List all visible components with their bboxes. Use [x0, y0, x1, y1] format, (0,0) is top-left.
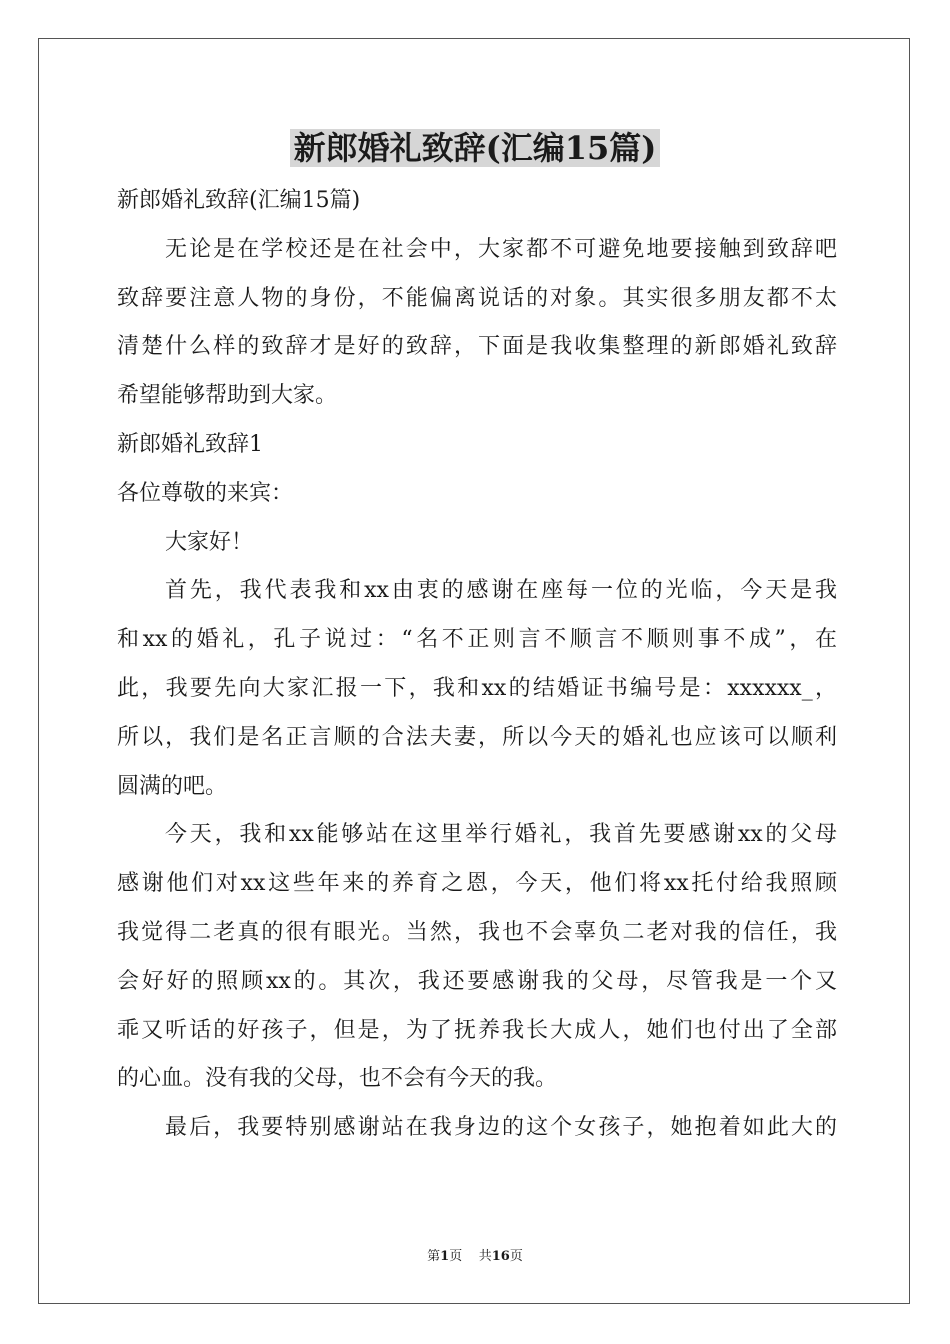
- paragraph-line: 无论是在学校还是在社会中，大家都不可避免地要接触到致辞吧: [165, 236, 837, 262]
- paragraph-line: 希望能够帮助到大家。: [117, 383, 338, 409]
- page-prefix: 第: [427, 1249, 441, 1264]
- paragraph-line: 所以，我们是名正言顺的合法夫妻，所以今天的婚礼也应该可以顺利: [117, 724, 837, 750]
- paragraph-line: 会好好的照顾xx的。其次，我还要感谢我的父母，尽管我是一个又: [117, 968, 837, 994]
- paragraph-line: 今天，我和xx能够站在这里举行婚礼，我首先要感谢xx的父母: [165, 822, 837, 848]
- section-heading: 新郎婚礼致辞1: [117, 431, 263, 457]
- paragraph-line: 首先，我代表我和xx由衷的感谢在座每一位的光临，今天是我: [165, 578, 837, 604]
- paragraph-line: 清楚什么样的致辞才是好的致辞，下面是我收集整理的新郎婚礼致辞: [117, 334, 837, 360]
- paragraph-line: 我觉得二老真的很有眼光。当然，我也不会辜负二老对我的信任，我: [117, 919, 837, 945]
- total-prefix: 共: [478, 1249, 492, 1264]
- paragraph-line: 圆满的吧。: [117, 773, 228, 799]
- page-number: 1: [440, 1249, 450, 1264]
- paragraph-line: 乖又听话的好孩子，但是，为了抚养我长大成人，她们也付出了全部: [117, 1017, 837, 1043]
- salutation-line: 各位尊敬的来宾：: [117, 480, 294, 506]
- document-title-text: 新郎婚礼致辞(汇编15篇): [290, 129, 661, 167]
- total-pages: 16: [491, 1249, 510, 1264]
- paragraph-line: 感谢他们对xx这些年来的养育之恩，今天，他们将xx托付给我照顾: [117, 871, 837, 897]
- paragraph-line: 此，我要先向大家汇报一下，我和xx的结婚证书编号是：xxxxxx_，: [117, 675, 837, 701]
- paragraph-line: 致辞要注意人物的身份，不能偏离说话的对象。其实很多朋友都不太: [117, 285, 837, 311]
- document-body: [117, 177, 837, 1153]
- paragraph-line: 和xx的婚礼，孔子说过：“名不正则言不顺言不顺则事不成”，在: [117, 627, 837, 653]
- document-title: [0, 126, 950, 170]
- page-footer: [0, 1248, 950, 1266]
- paragraph-line: 最后，我要特别感谢站在我身边的这个女孩子，她抱着如此大的: [165, 1115, 837, 1141]
- total-unit: 页: [509, 1249, 523, 1264]
- page-unit: 页: [449, 1249, 463, 1264]
- subtitle-line: 新郎婚礼致辞(汇编15篇): [117, 188, 361, 213]
- paragraph-line: 的心血。没有我的父母，也不会有今天的我。: [117, 1066, 558, 1092]
- greeting-line: 大家好！: [165, 529, 254, 555]
